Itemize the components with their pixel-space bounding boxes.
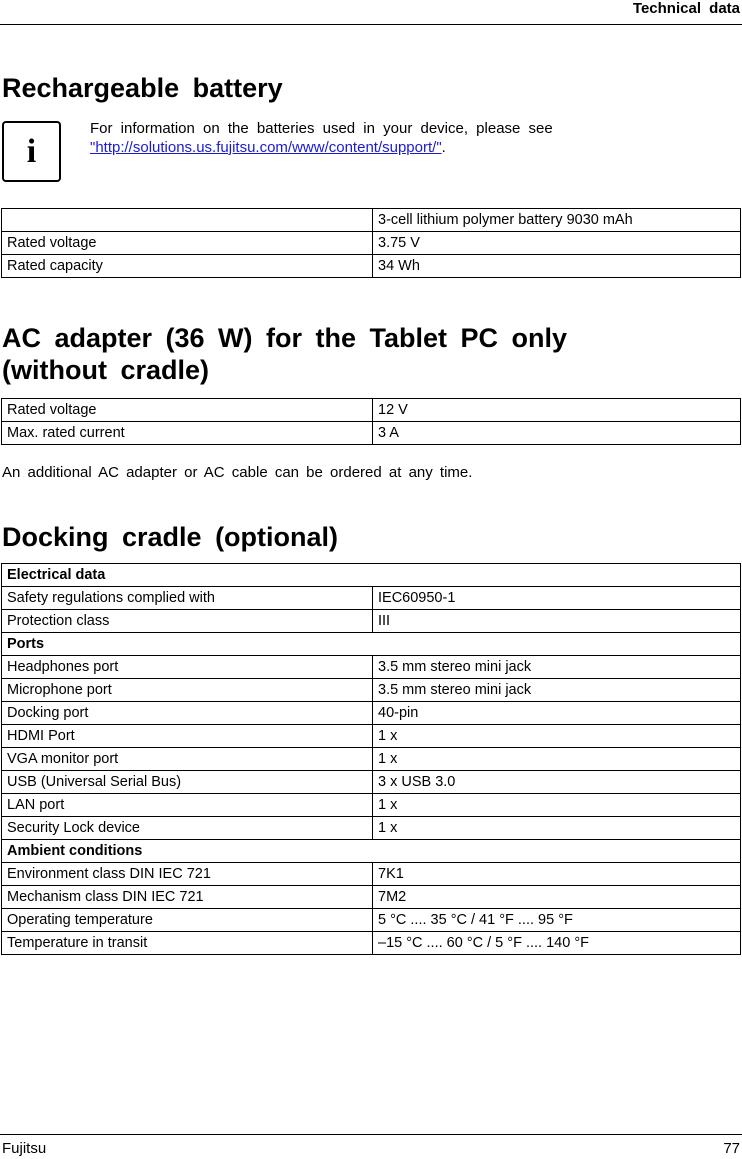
table-cell: III bbox=[373, 610, 741, 633]
info-icon: i bbox=[2, 121, 61, 182]
table-cell: Rated capacity bbox=[2, 255, 373, 278]
table-row bbox=[2, 932, 741, 955]
table-row bbox=[2, 771, 741, 794]
table-cell: Mechanism class DIN IEC 721 bbox=[2, 886, 373, 909]
table-cell bbox=[2, 209, 373, 232]
table-cell: Operating temperature bbox=[2, 909, 373, 932]
table-cell: 34 Wh bbox=[373, 255, 741, 278]
table-row bbox=[2, 748, 741, 771]
running-header-title: Technical data bbox=[632, 0, 740, 17]
table-row bbox=[2, 817, 741, 840]
table-cell: Microphone port bbox=[2, 679, 373, 702]
table-cell: 3 A bbox=[373, 422, 741, 445]
table-cell: USB (Universal Serial Bus) bbox=[2, 771, 373, 794]
adapter-heading-line2: (without cradle) bbox=[2, 355, 209, 385]
section-title-ambient: Ambient conditions bbox=[2, 840, 741, 863]
table-row bbox=[2, 863, 741, 886]
table-row bbox=[2, 656, 741, 679]
table-cell: Max. rated current bbox=[2, 422, 373, 445]
table-row bbox=[2, 725, 741, 748]
support-link[interactable]: "http://solutions.us.fujitsu.com/www/content/support/" bbox=[90, 139, 442, 156]
table-cell: 1 x bbox=[373, 817, 741, 840]
table-cell: Safety regulations complied with bbox=[2, 587, 373, 610]
adapter-note: An additional AC adapter or AC cable can be ordered at any time. bbox=[2, 464, 473, 481]
battery-heading: Rechargeable battery bbox=[2, 73, 283, 103]
section-title-electrical: Electrical data bbox=[2, 564, 741, 587]
table-cell: 40-pin bbox=[373, 702, 741, 725]
table-row bbox=[2, 232, 741, 255]
table-cell: 7K1 bbox=[373, 863, 741, 886]
table-cell: Protection class bbox=[2, 610, 373, 633]
battery-info-text bbox=[90, 119, 730, 157]
cradle-table bbox=[1, 563, 741, 955]
table-cell: Rated voltage bbox=[2, 399, 373, 422]
table-cell: 7M2 bbox=[373, 886, 741, 909]
table-cell: 1 x bbox=[373, 748, 741, 771]
table-row bbox=[2, 909, 741, 932]
header-rule bbox=[0, 24, 742, 25]
table-cell: 3.75 V bbox=[373, 232, 741, 255]
cradle-heading: Docking cradle (optional) bbox=[2, 522, 339, 552]
table-section-row bbox=[2, 840, 741, 863]
adapter-table bbox=[1, 398, 741, 445]
table-row bbox=[2, 255, 741, 278]
adapter-heading-line1: AC adapter (36 W) for the Tablet PC only bbox=[2, 323, 568, 353]
table-cell: IEC60950-1 bbox=[373, 587, 741, 610]
table-cell: VGA monitor port bbox=[2, 748, 373, 771]
table-section-row bbox=[2, 633, 741, 656]
table-cell: 3 x USB 3.0 bbox=[373, 771, 741, 794]
table-row bbox=[2, 610, 741, 633]
battery-info-period: . bbox=[441, 139, 446, 156]
page-number: 77 bbox=[723, 1140, 740, 1157]
table-cell: 3-cell lithium polymer battery 9030 mAh bbox=[373, 209, 741, 232]
table-cell: Environment class DIN IEC 721 bbox=[2, 863, 373, 886]
table-cell: Docking port bbox=[2, 702, 373, 725]
table-cell: 5 °C .... 35 °C / 41 °F .... 95 °F bbox=[373, 909, 741, 932]
table-row bbox=[2, 702, 741, 725]
table-row bbox=[2, 422, 741, 445]
table-row bbox=[2, 399, 741, 422]
table-cell: 3.5 mm stereo mini jack bbox=[373, 679, 741, 702]
table-cell: Security Lock device bbox=[2, 817, 373, 840]
table-cell: 1 x bbox=[373, 794, 741, 817]
table-row bbox=[2, 886, 741, 909]
table-cell: LAN port bbox=[2, 794, 373, 817]
table-cell: 3.5 mm stereo mini jack bbox=[373, 656, 741, 679]
footer-brand: Fujitsu bbox=[2, 1140, 47, 1157]
table-row bbox=[2, 209, 741, 232]
table-row bbox=[2, 794, 741, 817]
adapter-heading bbox=[2, 322, 567, 386]
table-cell: Rated voltage bbox=[2, 232, 373, 255]
table-section-row bbox=[2, 564, 741, 587]
battery-info-sentence: For information on the batteries used in your device, please see bbox=[90, 120, 553, 137]
battery-table bbox=[1, 208, 741, 278]
table-row bbox=[2, 587, 741, 610]
table-cell: Headphones port bbox=[2, 656, 373, 679]
table-row bbox=[2, 679, 741, 702]
table-cell: –15 °C .... 60 °C / 5 °F .... 140 °F bbox=[373, 932, 741, 955]
table-cell: Temperature in transit bbox=[2, 932, 373, 955]
table-cell: HDMI Port bbox=[2, 725, 373, 748]
footer-rule bbox=[0, 1134, 742, 1135]
table-cell: 1 x bbox=[373, 725, 741, 748]
table-cell: 12 V bbox=[373, 399, 741, 422]
section-title-ports: Ports bbox=[2, 633, 741, 656]
